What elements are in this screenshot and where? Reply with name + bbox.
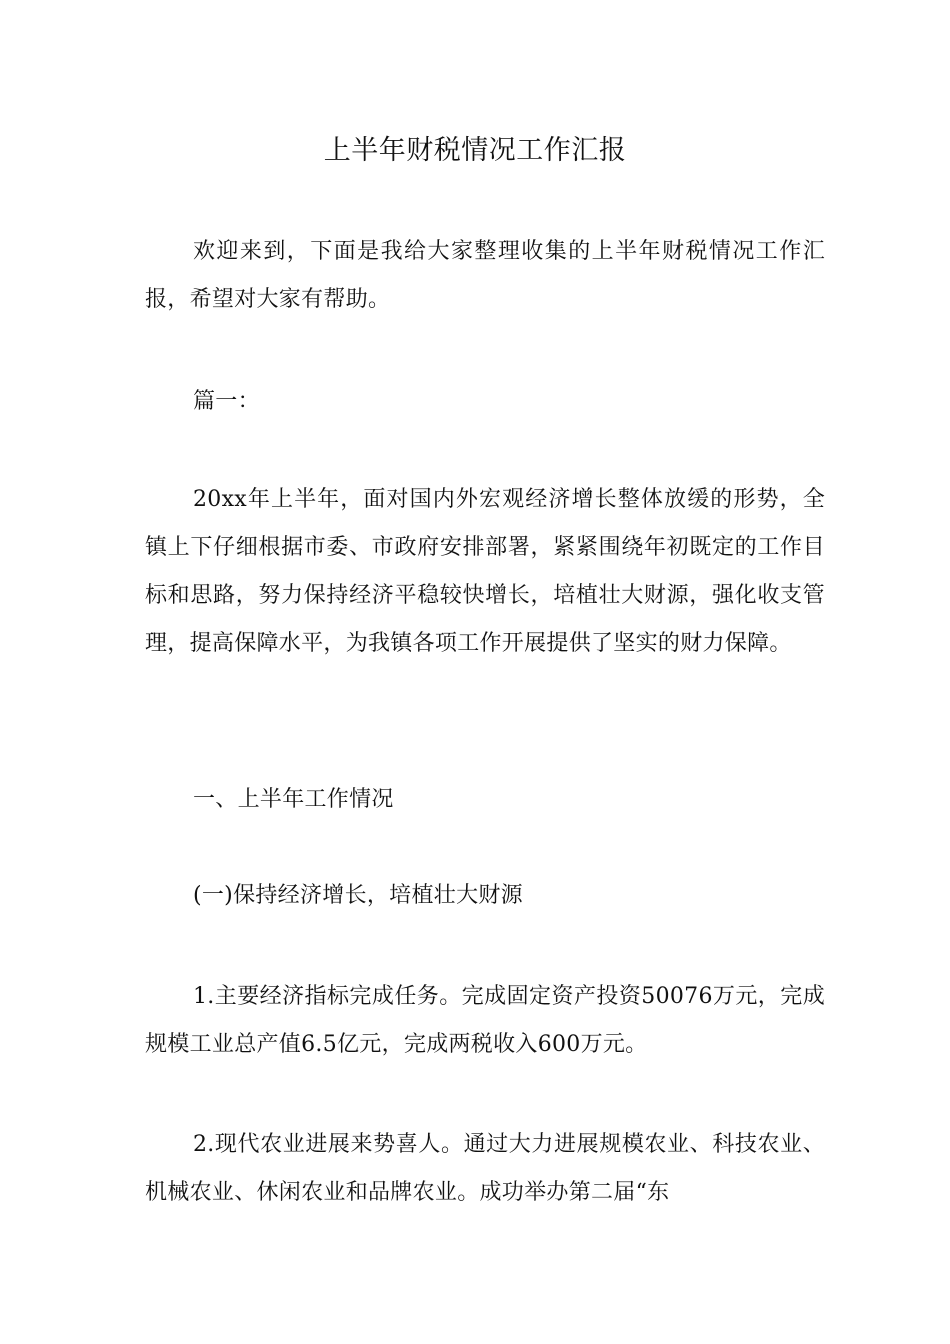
item-modern-agriculture: 2.现代农业进展来势喜人。通过大力进展规模农业、科技农业、机械农业、休闲农业和品牌农业。成功举办第二届“东 [145,1132,825,1205]
item-economic-indicators: 1.主要经济指标完成任务。完成固定资产投资50076万元，完成规模工业总产值6.5亿元，完成两税收入600万元。 [145,984,825,1057]
document-title: 上半年财税情况工作汇报 [323,135,627,166]
overview-paragraph: 20xx年上半年，面对国内外宏观经济增长整体放缓的形势，全镇上下仔细根据市委、市政府安排部署，紧紧围绕年初既定的工作目标和思路，努力保持经济平稳较快增长，培植壮大财源，强化收支管理，提高保障水平，为我镇各项工作开展提供了坚实的财力保障。 [145,487,825,656]
subheading-economic-growth: (一)保持经济增长，培植壮大财源 [193,883,523,908]
section-label: 篇一： [193,389,260,414]
intro-paragraph: 欢迎来到，下面是我给大家整理收集的上半年财税情况工作汇报，希望对大家有帮助。 [145,239,825,312]
heading-work-status: 一、上半年工作情况 [193,787,394,812]
